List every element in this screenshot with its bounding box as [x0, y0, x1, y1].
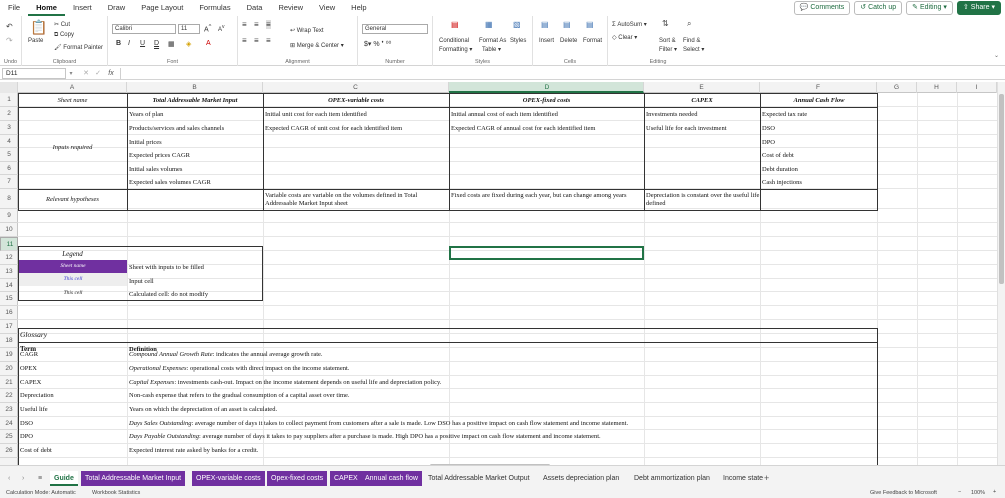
menu-view[interactable]: View	[319, 3, 336, 12]
align-middle-icon[interactable]: ≡	[254, 20, 259, 29]
merge-center-button[interactable]: ⊞ Merge & Center ▾	[290, 43, 344, 49]
row-header[interactable]: 11	[0, 237, 18, 251]
glossary-emphasis: Days Sales Outstanding	[129, 420, 192, 427]
legend-desc[interactable]: Calculated cell: do not modify	[129, 291, 209, 298]
alignment-group-label: Alignment	[285, 59, 310, 65]
share-label: Share	[970, 4, 990, 11]
styles-group	[433, 16, 533, 66]
glossary-term[interactable]: DSO	[20, 420, 34, 427]
conditional-formatting-line2: Formatting ▾	[439, 47, 473, 53]
redo-icon[interactable]: ↷	[6, 36, 13, 45]
glossary-definition-text: : average number of days it takes to pay suppliers after a purchase is made. High DPO has a positive impact on cash flow statement and income statement.	[199, 433, 601, 440]
bold-icon[interactable]: B	[116, 40, 122, 47]
format-cells-button[interactable]: Format	[583, 38, 603, 44]
inputs-table-header-rule	[18, 107, 878, 108]
share-button[interactable]	[957, 1, 1001, 15]
hypothesis-opex-fixed[interactable]: Fixed costs are fixed during each year, but can change among years	[451, 192, 627, 199]
cf-input-item[interactable]: Cash injections	[762, 179, 802, 186]
glossary-term[interactable]: CAGR	[20, 351, 39, 358]
row-header[interactable]: 1	[0, 93, 18, 107]
header-capex[interactable]: CAPEX	[691, 97, 713, 104]
row-header[interactable]: 23	[0, 403, 18, 417]
select-all-button[interactable]	[0, 82, 18, 93]
sheet-tab[interactable]: Income state	[723, 475, 764, 482]
row-header[interactable]: 15	[0, 292, 18, 306]
menu-help[interactable]: Help	[351, 3, 367, 12]
zoom-level[interactable]: 100%	[971, 490, 986, 496]
delete-cells-button[interactable]: Delete	[560, 38, 578, 44]
cell-styles-button[interactable]: Styles	[510, 38, 527, 44]
align-left-icon[interactable]: ≡	[242, 36, 247, 45]
sheet-tab-bar	[0, 465, 1005, 489]
all-sheets-icon[interactable]: ≡	[38, 475, 43, 482]
legend-key-sheet-name[interactable]: Sheet name	[19, 260, 127, 273]
next-sheet-icon[interactable]: ›	[22, 475, 25, 482]
find-select-label2: Select	[683, 47, 700, 53]
pencil-icon: ✎	[912, 4, 918, 11]
sort-filter-label2: Filter	[659, 47, 673, 53]
opexv-input-item[interactable]: Initial unit cost for each item identified	[265, 111, 367, 118]
wrap-text-button[interactable]: ↩ Wrap Text	[290, 28, 324, 34]
clear-button[interactable]: ◇ Clear ▾	[612, 35, 638, 41]
format-painter-button[interactable]: 🖌 Format Painter	[54, 45, 103, 51]
cell-styles-icon[interactable]: ▧	[513, 20, 521, 29]
merge-center-label: Merge & Center	[296, 43, 340, 49]
editing-group	[608, 16, 708, 66]
sort-filter-icon[interactable]: ⇅	[662, 19, 669, 28]
row-header[interactable]: 21	[0, 376, 18, 389]
wrap-text-label: Wrap Text	[296, 28, 324, 34]
align-center-icon[interactable]: ≡	[254, 36, 259, 45]
glossary-definition-text: : average number of days it takes to collect payment from customers after a sale is made. Low DSO has a positive impact on cash flow statement and income statement.	[191, 420, 629, 427]
row-header[interactable]: 17	[0, 320, 18, 334]
underline-icon[interactable]: U	[140, 40, 146, 47]
tam-input-item[interactable]: Initial prices	[129, 139, 162, 146]
clipboard-group	[22, 16, 108, 66]
top-actions	[794, 1, 1001, 15]
calc-mode-status[interactable]: Calculation Mode: Automatic	[6, 490, 76, 496]
sheet-tab[interactable]: Guide	[50, 471, 78, 486]
tam-input-item[interactable]: Initial sales volumes	[129, 166, 183, 173]
glossary-definition[interactable]	[129, 351, 323, 359]
vertical-scroll-thumb[interactable]	[999, 94, 1004, 284]
sheet-tab[interactable]: Debt ammortization plan	[634, 475, 710, 482]
autosum-label: AutoSum	[617, 22, 643, 28]
worksheet-grid[interactable]	[18, 93, 997, 465]
collapse-ribbon-icon[interactable]: ⌄	[993, 53, 999, 59]
undo-group	[0, 16, 22, 66]
find-select-icon[interactable]: ⌕	[687, 19, 692, 28]
currency-icon[interactable]: $▾ % ❜ ⁰⁰	[364, 41, 392, 48]
format-cells-icon[interactable]: ▤	[586, 20, 594, 29]
row-header[interactable]: 4	[0, 135, 18, 148]
glossary-emphasis: Capital Expenses	[129, 379, 175, 386]
glossary-emphasis: Compound Annual Growth Rate	[129, 351, 213, 358]
glossary-term[interactable]: Cost of debt	[20, 447, 52, 454]
row-header[interactable]: 18	[0, 334, 18, 348]
glossary-definition[interactable]	[129, 406, 277, 414]
menu-page-layout[interactable]: Page Layout	[141, 3, 184, 12]
sheet-tab[interactable]: Total Addressable Market Input	[81, 471, 185, 486]
column-header-h[interactable]: H	[917, 82, 957, 93]
row-headers	[0, 93, 18, 465]
paste-button[interactable]: Paste	[28, 38, 44, 44]
inputs-table-col-rule	[449, 93, 450, 211]
undo-icon[interactable]: ↶	[6, 22, 13, 31]
format-painter-label: Format Painter	[63, 45, 103, 51]
glossary-emphasis: Days Payable Outstanding	[129, 433, 200, 440]
gridline	[957, 93, 958, 465]
glossary-term[interactable]: Useful life	[20, 406, 48, 413]
legend-desc[interactable]: Sheet with inputs to be filled	[129, 264, 204, 271]
number-format-select[interactable]: General	[362, 24, 428, 34]
menu-review[interactable]: Review	[278, 3, 304, 12]
comments-label: Comments	[810, 4, 845, 11]
glossary-emphasis: Operational Expenses	[129, 365, 187, 372]
capex-input-item[interactable]: Investments needed	[646, 111, 698, 118]
add-sheet-icon[interactable]: +	[764, 473, 770, 483]
sheet-tab[interactable]: OPEX-variable costs	[192, 471, 265, 486]
catchup-icon: ↺	[860, 4, 867, 11]
insert-cells-icon[interactable]: ▤	[541, 20, 549, 29]
cf-input-item[interactable]: DPO	[762, 139, 776, 146]
sheet-tab[interactable]: CAPEX	[330, 471, 362, 486]
grow-font-icon[interactable]: A^	[204, 24, 212, 34]
cut-button[interactable]: ✂ Cut	[54, 22, 71, 28]
cf-input-item[interactable]: Expected tax rate	[762, 111, 808, 118]
enter-icon[interactable]: ✓	[95, 70, 101, 77]
sheet-tab[interactable]: Opex-fixed costs	[267, 471, 327, 486]
row-header[interactable]: 14	[0, 279, 18, 292]
header-tam-input[interactable]: Total Addressable Market Input	[152, 97, 238, 104]
column-header-g[interactable]: G	[877, 82, 917, 93]
menu-file[interactable]: File	[8, 3, 21, 12]
gridline	[18, 236, 997, 237]
opexf-input-item[interactable]: Initial annual cost of each item identified	[451, 111, 558, 118]
row-header[interactable]: 24	[0, 417, 18, 430]
menu-insert[interactable]: Insert	[72, 3, 92, 12]
borders-icon[interactable]: ▦	[168, 41, 175, 48]
autosum-button[interactable]: Σ AutoSum ▾	[612, 22, 647, 28]
conditional-formatting-label2: Formatting	[439, 47, 468, 53]
cf-input-item[interactable]: DSO	[762, 125, 776, 132]
paste-icon[interactable]: 📋	[30, 19, 48, 35]
column-header-e[interactable]: E	[644, 82, 760, 93]
glossary-definition-text: Non-cash expense that refers to the gradual consumption of a capital asset over time.	[129, 392, 350, 399]
row-header[interactable]: 9	[0, 209, 18, 223]
row-header[interactable]: 19	[0, 348, 18, 362]
relevant-hypotheses-label[interactable]: Relevant hypotheses	[46, 196, 99, 203]
clipboard-group-label: Clipboard	[52, 59, 77, 65]
glossary-definition[interactable]	[129, 365, 349, 373]
glossary-definition-header[interactable]: Definition	[129, 346, 157, 353]
column-header-d[interactable]: D	[449, 82, 644, 93]
cells-group-label: Cells	[563, 59, 577, 65]
legend-key-calculated-cell[interactable]: This cell	[63, 290, 83, 296]
name-box[interactable]: D11	[2, 68, 66, 79]
find-select-line2: Select ▾	[683, 47, 705, 53]
zoom-out-icon[interactable]: −	[958, 489, 962, 495]
conditional-formatting-button[interactable]: Conditional	[439, 38, 470, 44]
comment-icon: 💬	[799, 4, 809, 11]
gridline	[917, 93, 918, 465]
editing-group-label: Editing	[649, 59, 667, 65]
glossary-term[interactable]: DPO	[20, 433, 34, 440]
glossary-definition[interactable]	[129, 433, 601, 441]
hypothesis-capex[interactable]: Depreciation is constant over the useful life defined	[646, 192, 760, 207]
row-header[interactable]: 2	[0, 107, 18, 121]
header-annual-cash-flow[interactable]: Annual Cash Flow	[793, 97, 845, 104]
inputs-table-col-rule	[644, 93, 645, 211]
glossary-definition-text: : investments cash-out. Impact on the income statement depends on useful life and depreciation policy.	[174, 379, 442, 386]
glossary-definition[interactable]	[129, 420, 628, 428]
double-underline-icon[interactable]: D	[154, 40, 160, 47]
glossary-title[interactable]: Glossary	[20, 330, 48, 339]
glossary-term[interactable]: OPEX	[20, 365, 37, 372]
column-header-c[interactable]: C	[263, 82, 449, 93]
cut-label: Cut	[60, 22, 71, 28]
inputs-table-col-rule	[127, 93, 128, 211]
menu-data[interactable]: Data	[246, 3, 263, 12]
tam-input-item[interactable]: Expected prices CAGR	[129, 152, 191, 159]
gridline	[18, 305, 997, 306]
glossary-definition-text: Expected interest rate asked by banks for a credit.	[129, 447, 259, 454]
sheet-tab[interactable]: Annual cash flow	[361, 471, 422, 486]
row-header[interactable]: 3	[0, 121, 18, 135]
font-color-icon[interactable]: A	[206, 40, 211, 47]
cf-input-item[interactable]: Cost of debt	[762, 152, 794, 159]
formula-input[interactable]	[120, 68, 1005, 79]
clear-label: Clear	[618, 35, 633, 41]
status-bar	[0, 489, 1005, 498]
workbook-statistics-button[interactable]: Workbook Statistics	[92, 490, 141, 496]
tam-input-item[interactable]: Years of plan	[129, 111, 164, 118]
vertical-scrollbar[interactable]	[997, 82, 1005, 465]
header-sheet-name[interactable]: Sheet name	[57, 97, 88, 104]
glossary-definition-text: : operational costs with direct impact on the income statement.	[186, 365, 350, 372]
menu-home[interactable]: Home	[28, 0, 65, 16]
format-as-table-line2: Table ▾	[482, 47, 502, 53]
glossary-term-header[interactable]: Term	[20, 345, 37, 353]
catchup-button[interactable]	[854, 1, 902, 15]
zoom-in-icon[interactable]: +	[993, 489, 997, 495]
formula-bar	[0, 67, 1005, 80]
cells-group	[533, 16, 608, 66]
menu-draw[interactable]: Draw	[107, 3, 126, 12]
glossary-definition-text: : indicates the annual average growth rate.	[212, 351, 323, 358]
italic-icon[interactable]: I	[128, 40, 130, 47]
row-header[interactable]: 26	[0, 444, 18, 458]
header-opex-fixed[interactable]: OPEX-fixed costs	[522, 97, 571, 104]
row-header[interactable]: 6	[0, 162, 18, 175]
copy-label: Copy	[59, 32, 74, 38]
prev-sheet-icon[interactable]: ‹	[8, 475, 11, 482]
row-header[interactable]: 16	[0, 306, 18, 320]
row-header[interactable]: 25	[0, 430, 18, 444]
font-group	[108, 16, 238, 66]
cancel-icon[interactable]: ✕	[83, 70, 89, 77]
glossary-definition[interactable]	[129, 392, 350, 400]
row-header[interactable]: 22	[0, 389, 18, 403]
alignment-group	[238, 16, 358, 66]
hypothesis-opex-variable[interactable]: Variable costs are variable on the volumes defined in Total Addressable Market Input sheet	[265, 192, 418, 207]
glossary-definition[interactable]	[129, 447, 258, 455]
legend-desc[interactable]: Input cell	[129, 278, 154, 285]
legend-key-input-cell[interactable]: This cell	[19, 273, 127, 286]
glossary-definition-text: Years on which the depreciation of an asset is calculated.	[129, 406, 278, 413]
share-icon: ⇧	[962, 4, 969, 11]
glossary-term[interactable]: Depreciation	[20, 392, 54, 399]
column-header-a[interactable]: A	[18, 82, 127, 93]
font-name-select[interactable]: Calibri	[112, 24, 176, 34]
tam-input-item[interactable]: Products/services and sales channels	[129, 125, 225, 132]
delete-cells-icon[interactable]: ▤	[563, 20, 571, 29]
legend-title[interactable]: Legend	[62, 250, 83, 258]
conditional-formatting-icon[interactable]: ▤	[451, 20, 459, 29]
styles-group-label: Styles	[475, 59, 490, 65]
editing-button[interactable]	[906, 1, 953, 15]
catchup-label: Catch up	[868, 4, 897, 11]
align-right-icon[interactable]: ≡	[266, 36, 271, 45]
inputs-required-label[interactable]: Inputs required	[52, 144, 93, 151]
row-header[interactable]: 12	[0, 251, 18, 265]
row-header[interactable]: 5	[0, 148, 18, 162]
column-header-i[interactable]: I	[957, 82, 997, 93]
row-header[interactable]: 20	[0, 362, 18, 376]
copy-button[interactable]: ⧉ Copy	[54, 32, 74, 38]
glossary-term[interactable]: CAPEX	[20, 379, 42, 386]
ribbon	[0, 16, 1005, 66]
opexv-input-item[interactable]: Expected CAGR of unit cost for each identified item	[265, 125, 403, 132]
sheet-tab[interactable]: Total Addressable Market Output	[428, 475, 530, 482]
sort-filter-button[interactable]: Sort &	[659, 38, 676, 44]
capex-input-item[interactable]: Useful life for each investment	[646, 125, 727, 132]
undo-group-label: Undo	[3, 59, 18, 65]
fill-color-icon[interactable]: ◈	[186, 41, 192, 48]
inputs-table-col-rule	[760, 93, 761, 211]
insert-function-button[interactable]: fx	[108, 69, 114, 77]
font-group-label: Font	[166, 59, 178, 65]
column-headers	[0, 82, 997, 93]
opexf-input-item[interactable]: Expected CAGR of annual cost for each identified item	[451, 125, 596, 132]
selected-cell-d11[interactable]	[449, 246, 644, 260]
cf-input-item[interactable]: Debt duration	[762, 166, 798, 173]
header-opex-variable[interactable]: OPEX-variable costs	[328, 97, 384, 104]
gridline	[18, 319, 997, 320]
inputs-table-hyp-rule	[18, 189, 878, 190]
align-bottom-icon[interactable]: ≡	[266, 20, 271, 29]
find-select-button[interactable]: Find &	[683, 38, 701, 44]
format-as-table-icon[interactable]: ▦	[485, 20, 493, 29]
number-group	[358, 16, 433, 66]
row-header[interactable]: 7	[0, 175, 18, 189]
number-group-label: Number	[385, 59, 405, 65]
glossary-title-rule	[18, 342, 878, 343]
name-box-dropdown-icon[interactable]: ▾	[69, 70, 73, 77]
shrink-font-icon[interactable]: $A^v$	[218, 24, 225, 33]
editing-label: Editing	[920, 4, 942, 11]
column-header-f[interactable]: F	[760, 82, 877, 93]
gridline	[18, 222, 997, 223]
align-top-icon[interactable]: ≡	[242, 20, 247, 29]
sheet-tab[interactable]: Assets depreciation plan	[543, 475, 620, 482]
glossary-definition[interactable]	[129, 379, 441, 387]
row-header[interactable]: 13	[0, 265, 18, 279]
chevron-down-icon: ▾	[943, 4, 947, 11]
chevron-down-icon: ▾	[991, 4, 995, 11]
format-as-table-label2: Table	[482, 47, 497, 53]
sort-filter-line2: Filter ▾	[659, 47, 678, 53]
row-header[interactable]: 10	[0, 223, 18, 237]
inputs-table-col-rule	[263, 93, 264, 211]
feedback-link[interactable]: Give Feedback to Microsoft	[870, 490, 937, 496]
row-header[interactable]: 8	[0, 189, 18, 209]
font-size-select[interactable]: 11	[178, 24, 200, 34]
format-as-table-button[interactable]: Format As	[479, 38, 507, 44]
insert-cells-button[interactable]: Insert	[539, 38, 555, 44]
column-header-b[interactable]: B	[127, 82, 263, 93]
menu-formulas[interactable]: Formulas	[199, 3, 231, 12]
comments-button[interactable]	[794, 1, 851, 15]
tam-input-item[interactable]: Expected sales volumes CAGR	[129, 179, 211, 186]
